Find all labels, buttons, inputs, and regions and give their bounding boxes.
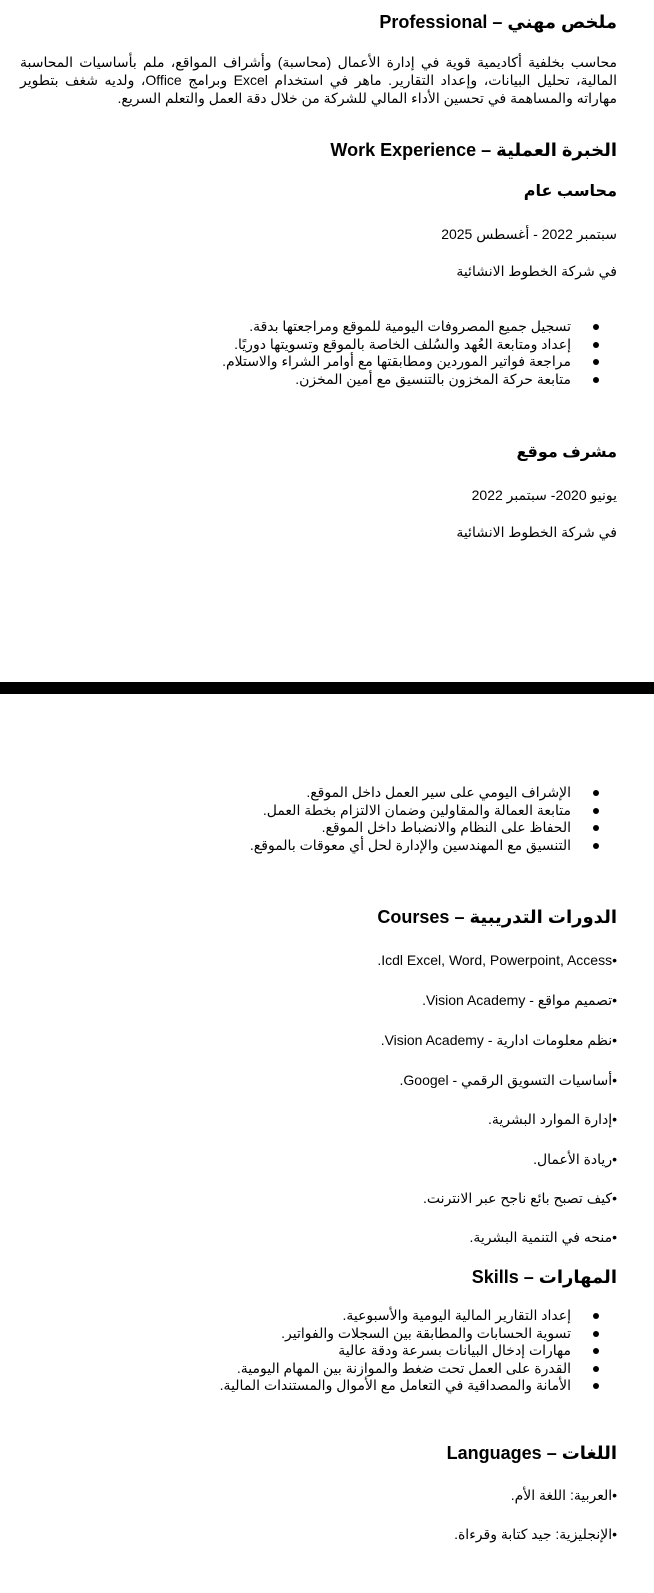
course-item: •منحه في التنمية البشرية. [469, 1229, 617, 1245]
course-item: •أساسيات التسويق الرقمي - Googel. [399, 1072, 617, 1088]
duty-item: الإشراف اليومي على سير العمل داخل الموقع. [250, 784, 617, 802]
document-page-2 [0, 694, 654, 1593]
job-1-company: في شركة الخطوط الانشائية [456, 263, 617, 279]
job-1-duties [222, 318, 617, 388]
skills-list [220, 1307, 617, 1395]
skill-item: الأمانة والمصداقية في التعامل مع الأموال والمستندات المالية. [220, 1377, 617, 1395]
duty-item: متابعة العمالة والمقاولين وضمان الالتزام بخطة العمل. [250, 802, 617, 820]
skill-item: مهارات إدخال البيانات بسرعة ودقة عالية [220, 1342, 617, 1360]
languages-heading: اللغات – Languages [446, 1443, 617, 1463]
skill-item: تسوية الحسابات والمطابقة بين السجلات والفواتير. [220, 1325, 617, 1343]
duty-item: الحفاظ على النظام والانضباط داخل الموقع. [250, 819, 617, 837]
page-1-content [20, 0, 617, 682]
skill-item: القدرة على العمل تحت ضغط والموازنة بين المهام اليومية. [220, 1360, 617, 1378]
duty-item: متابعة حركة المخزون بالتنسيق مع أمين المخزن. [222, 371, 617, 389]
job-1-dates: سبتمبر 2022 - أغسطس 2025 [441, 226, 617, 242]
job-2-duties [250, 784, 617, 854]
course-item: •Icdl Excel, Word, Powerpoint, Access. [377, 952, 617, 968]
duty-item: التنسيق مع المهندسين والإدارة لحل أي معوقات بالموقع. [250, 837, 617, 855]
course-item: •ريادة الأعمال. [533, 1151, 617, 1167]
job-2-dates: يونيو 2020- سبتمبر 2022 [471, 487, 617, 503]
skill-item: إعداد التقارير المالية اليومية والأسبوعية. [220, 1307, 617, 1325]
duty-item: تسجيل جميع المصروفات اليومية للموقع ومراجعتها بدقة. [222, 318, 617, 336]
job-2-title: مشرف موقع [516, 444, 617, 461]
courses-heading: الدورات التدريبية – Courses [377, 907, 617, 927]
skills-heading: المهارات – Skills [471, 1267, 617, 1287]
summary-text: محاسب بخلفية أكاديمية قوية في إدارة الأعمال (محاسبة) وأشراف المواقع، ملم بأساسيات المحاسبة المالية، تحليل البيانات، وإعداد التقارير. ماهر في استخدام Excel وبرامج Office، ولديه شغف بتطوير مهاراته والمساهمة في تحسين الأداء المالي للشركة من خلال دقة العمل والتعلم السريع. [20, 54, 617, 106]
course-item: •إدارة الموارد البشرية. [487, 1111, 617, 1127]
document-page-1 [0, 0, 654, 682]
course-item: •تصميم مواقع - Vision Academy. [422, 992, 617, 1008]
summary-heading: ملخص مهني – Professional [379, 12, 617, 32]
experience-heading: الخبرة العملية – Work Experience [330, 140, 617, 160]
course-item: •نظم معلومات ادارية - Vision Academy. [380, 1032, 617, 1048]
duty-item: مراجعة فواتير الموردين ومطابقتها مع أوامر الشراء والاستلام. [222, 353, 617, 371]
course-item: •كيف تصبح بائع ناجح عبر الانترنت. [423, 1190, 617, 1206]
job-2-company: في شركة الخطوط الانشائية [456, 524, 617, 540]
language-item: •العربية: اللغة الأم. [510, 1487, 617, 1503]
page-2-content [20, 694, 617, 1593]
job-1-title: محاسب عام [523, 183, 617, 200]
page-separator [0, 682, 654, 694]
language-item: •الإنجليزية: جيد كتابة وقرءاة. [454, 1526, 617, 1542]
duty-item: إعداد ومتابعة العُهد والسُلف الخاصة بالموقع وتسويتها دوريًا. [222, 336, 617, 354]
